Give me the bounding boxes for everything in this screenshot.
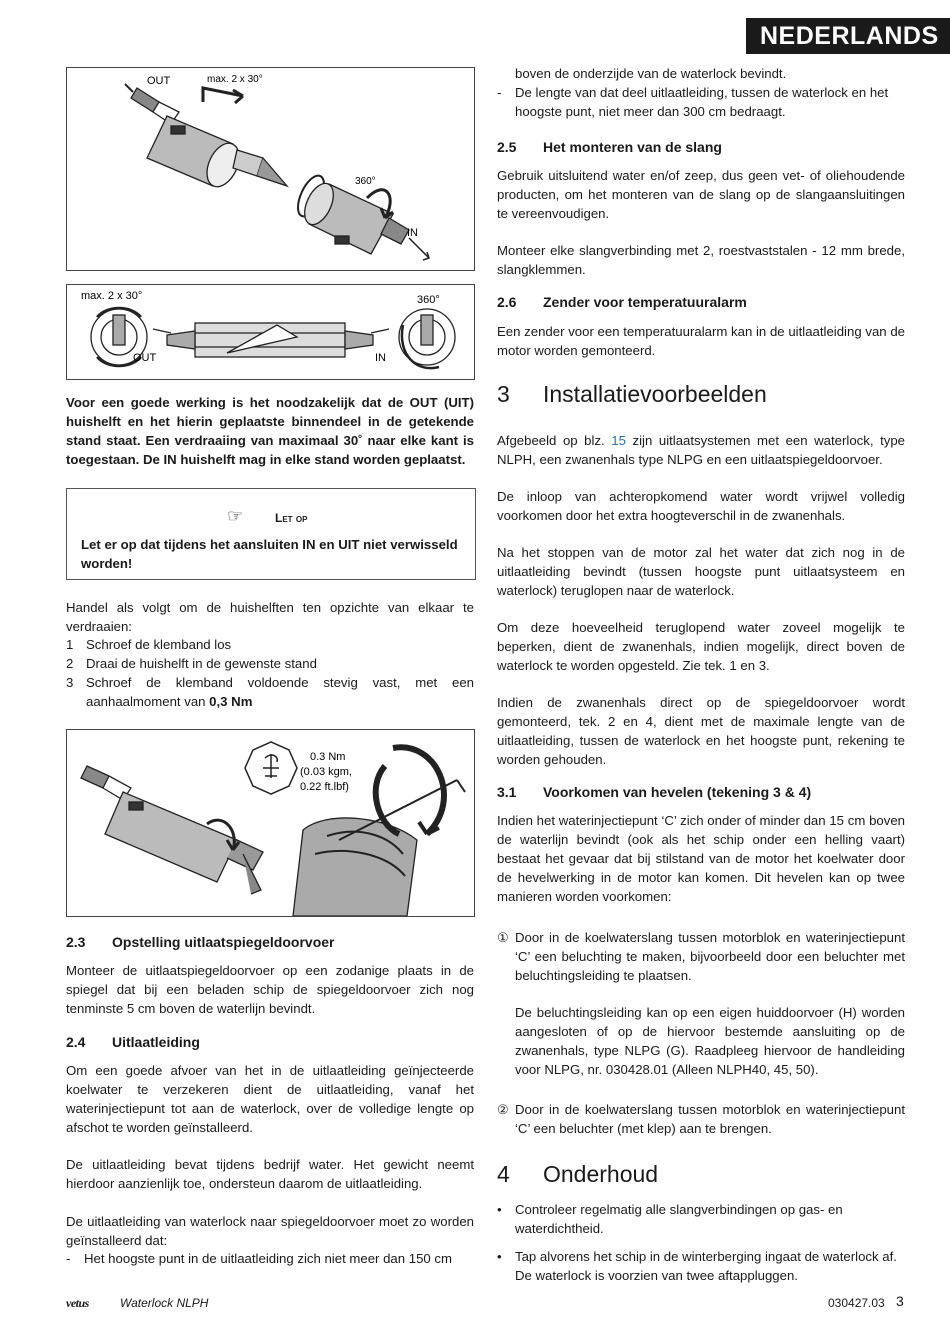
step-number: 3 <box>66 675 74 690</box>
dash-text: De lengte van dat deel uitlaatleiding, tussen de waterlock en het hoogste punt, niet meer dan 300 cm bedraagt. <box>515 85 889 119</box>
section-3-p1 <box>497 431 905 469</box>
section-number: 3.1 <box>497 784 517 800</box>
torque-figure <box>66 729 475 917</box>
step-3 <box>66 673 474 711</box>
fig1-angle-label: max. 2 x 30° <box>207 74 263 85</box>
section-title: Het monteren van de slang <box>543 139 722 155</box>
exploded-view-drawing <box>67 68 474 270</box>
section-number: 3 <box>497 381 510 407</box>
section-3-1-p1: Indien het waterinjectiepunt ‘C’ zich onder of minder dan 15 cm boven de waterlijn bevindt (ook als het schip onder een helling vaart) bestaat het gevaar dat bij stilstand van de motor het koelwater door de hevelwerking in de motor kan komen. Dit hevelen kan op twee manieren worden voorkomen: <box>497 813 905 904</box>
fig1-out-label: OUT <box>147 75 171 87</box>
dash-mark: - <box>66 1251 71 1266</box>
footer-document-code: 030427.03 <box>828 1296 885 1310</box>
torque-drawing <box>67 730 474 916</box>
note-title: Let op <box>275 511 308 525</box>
dash-item-2 <box>497 83 905 121</box>
section-4-heading <box>497 1160 658 1188</box>
section-2-3-heading <box>66 933 334 952</box>
section-2-6-p1: Een zender voor een temperatuuralarm kan in de uitlaatleiding van de motor worden gemonteerd. <box>497 324 905 358</box>
exploded-view-figure <box>66 67 475 271</box>
note-text: Let er op dat tijdens het aansluiten IN en UIT niet verwisseld worden! <box>81 537 458 571</box>
step-text: Schroef de klemband los <box>86 637 232 652</box>
language-tab: NEDERLANDS <box>746 18 950 54</box>
section-title: Zender voor temperatuuralarm <box>543 294 747 310</box>
section-2-3-text: Monteer de uitlaatspiegeldoorvoer op een zodanige plaats in de spiegel dat bij een beladen schip de spiegeldoorvoer zich nog tenminste 5 cm boven de waterlijn bevindt. <box>66 963 474 1016</box>
section-title: Opstelling uitlaatspiegeldoorvoer <box>112 934 335 950</box>
end-view-figure <box>66 284 475 380</box>
fig1-rotation-label: 360° <box>355 176 376 187</box>
bullet-1 <box>497 1200 905 1238</box>
step-number: 2 <box>66 656 74 671</box>
step-text: Draai de huishelft in de gewenste stand <box>86 656 317 671</box>
pointing-hand-icon: ☞ <box>227 506 244 526</box>
bullet-mark: • <box>497 1249 502 1264</box>
page-number: 3 <box>896 1293 904 1309</box>
bullet-mark: • <box>497 1202 502 1217</box>
section-title: Onderhoud <box>543 1161 659 1187</box>
section-number: 2.6 <box>497 294 517 310</box>
section-number: 2.4 <box>66 1034 86 1050</box>
bullet-text: Tap alvorens het schip in de winterberging ingaat de waterlock af. De waterlock is voorzien van twee aftappluggen. <box>515 1249 897 1283</box>
method-2 <box>497 1100 905 1138</box>
step-text: Schroef de klemband voldoende stevig vast, met een aanhaalmoment van <box>86 675 474 709</box>
method-text: Door in de koelwaterslang tussen motorblok en waterinjectiepunt ‘C’ een beluchter (met klep) aan te brengen. <box>515 1102 905 1136</box>
bullet-text: Controleer regelmatig alle slangverbindingen op gas- en waterdichtheid. <box>515 1202 843 1236</box>
orientation-instruction: Voor een goede werking is het noodzakelijk dat de OUT (UIT) huishelft en het hierin geplaatste binnendeel in de getekende stand staat. Een verdraaiing van maximaal 30˚ naar elke kant is toegestaan. De IN huishelft mag in elke stand worden geplaatst. <box>66 395 474 467</box>
rotate-intro: Handel als volgt om de huishelften ten opzichte van elkaar te verdraaien: <box>66 600 474 634</box>
dash-item-1-continued: boven de onderzijde van de waterlock bevindt. <box>515 66 787 81</box>
text-run: zijn uitlaatsystemen met een waterlock, type NLPH, een zwanenhals type NLPG en een uitlaatspiegeldoorvoer. <box>497 433 906 467</box>
bullet-2 <box>497 1247 905 1285</box>
section-number: 2.5 <box>497 139 517 155</box>
end-view-drawing <box>67 285 474 379</box>
method-1-details: De beluchtingsleiding kan op een eigen huiddoorvoer (H) worden aangesloten of op de hiervoor bestemde aansluiting op de zwanenhals, type NLPG (G). Raadpleeg hiervoor de handleiding voor NLPG, nr. 030428.01 (Alleen NLPH40, 45, 50). <box>515 1005 905 1077</box>
step-1 <box>66 635 474 654</box>
section-3-p2: De inloop van achteropkomend water wordt vrijwel volledig voorkomen door het extra hoogteverschil in de zwanenhals. <box>497 489 905 523</box>
text-run: Afgebeeld op blz. <box>497 433 612 448</box>
page-reference-link[interactable]: 15 <box>611 433 626 448</box>
footer-brand: vetus <box>66 1296 89 1310</box>
torque-label-nm: 0.3 Nm <box>310 751 346 763</box>
fig2-in-label: IN <box>375 352 386 364</box>
method-text: Door in de koelwaterslang tussen motorblok en waterinjectiepunt ‘C’ een beluchting te maken, bijvoorbeeld door een beluchter met beluchtingsleiding te plaatsen. <box>515 930 905 983</box>
section-3-p4: Om deze hoeveelheid teruglopend water zoveel mogelijk te beperken, dient de zwanenhals, indien mogelijk, direct boven de waterlock te worden opgesteld. Zie tek. 1 en 3. <box>497 620 905 673</box>
section-title: Installatievoorbeelden <box>543 381 767 407</box>
section-2-6-heading <box>497 293 747 312</box>
circled-two-marker: ② <box>497 1102 509 1117</box>
section-2-4-p3: De uitlaatleiding van waterlock naar spiegeldoorvoer moet zo worden geïnstalleerd dat: <box>66 1214 474 1248</box>
dash-text: Het hoogste punt in de uitlaatleiding zich niet meer dan 150 cm <box>84 1251 453 1266</box>
section-2-5-p2: Monteer elke slangverbinding met 2, roestvaststalen - 12 mm brede, slangklemmen. <box>497 243 905 277</box>
section-number: 2.3 <box>66 934 86 950</box>
fig2-rotation-label: 360° <box>417 294 440 306</box>
section-number: 4 <box>497 1161 510 1187</box>
section-2-5-p1: Gebruik uitsluitend water en/of zeep, dus geen vet- of oliehoudende producten, om het monteren van de slang op de slangaansluitingen te vereenvoudigen. <box>497 168 905 221</box>
footer-product: Waterlock NLPH <box>120 1296 209 1310</box>
torque-label-ftlbf: 0.22 ft.lbf) <box>300 781 349 793</box>
section-3-p3: Na het stoppen van de motor zal het water dat zich nog in de uitlaatleiding bevindt (tussen hoogste punt uitlaatsysteem en waterlock) teruglopen naar de waterlock. <box>497 545 905 598</box>
section-title: Voorkomen van hevelen (tekening 3 & 4) <box>543 784 812 800</box>
section-2-5-heading <box>497 138 722 157</box>
fig2-out-label: OUT <box>133 352 157 364</box>
step-2 <box>66 654 474 673</box>
fig1-in-label: IN <box>407 227 418 239</box>
torque-value: 0,3 Nm <box>209 694 253 709</box>
section-3-1-heading <box>497 783 811 802</box>
torque-label-kgm: (0.03 kgm, <box>300 766 352 778</box>
section-title: Uitlaatleiding <box>112 1034 200 1050</box>
warning-note <box>66 488 476 580</box>
section-3-heading <box>497 380 767 408</box>
circled-one-marker: ① <box>497 930 509 945</box>
dash-mark: - <box>497 85 502 100</box>
section-3-p5: Indien de zwanenhals direct op de spiegeldoorvoer wordt gemonteerd, tek. 2 en 4, dient met de maximale lengte van de uitlaatleiding, tussen de waterlock en het hoogste punt, rekening te worden gehouden. <box>497 695 905 767</box>
section-2-4-p1: Om een goede afvoer van het in de uitlaatleiding geïnjecteerde koelwater te verzekeren dient de uitlaatleiding, vanaf het waterinjectiepunt tot aan de waterlock, over de volledige lengte op afschot te worden geïnstalleerd. <box>66 1063 474 1135</box>
dash-item-1 <box>66 1249 474 1268</box>
method-1 <box>497 928 905 985</box>
fig2-angle-label: max. 2 x 30° <box>81 290 143 302</box>
section-2-4-heading <box>66 1033 200 1052</box>
section-2-4-p2: De uitlaatleiding bevat tijdens bedrijf water. Het gewicht neemt hierdoor aanzienlijk toe, ondersteun daarom de uitlaatleiding. <box>66 1157 474 1191</box>
step-number: 1 <box>66 637 74 652</box>
